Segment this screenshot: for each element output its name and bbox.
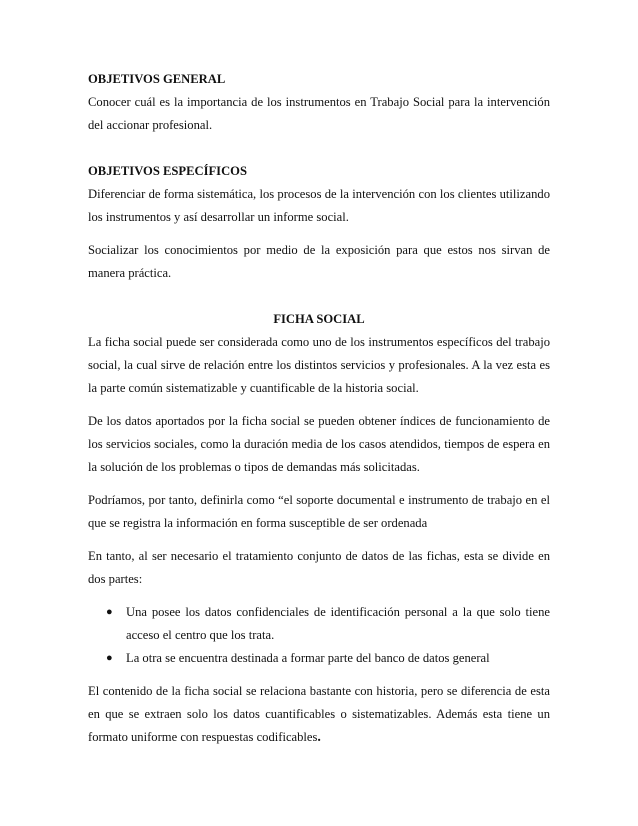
paragraph-objetivo-especifico-1: Diferenciar de forma sistemática, los procesos de la intervención con los clientes utilizando los instrumentos y así desarrollar un informe social. <box>88 187 550 224</box>
document-page <box>88 68 550 749</box>
list-item <box>88 601 550 647</box>
paragraph-ficha-5-text: El contenido de la ficha social se relaciona bastante con historia, pero se diferencia de esta en que se extraen solo los datos cuantificables o sistematizables. Además esta tiene un formato uniforme con respuestas codificables <box>88 684 550 744</box>
bullet-text: Una posee los datos confidenciales de identificación personal a la que solo tiene acceso el centro que los trata. <box>126 605 550 642</box>
paragraph-objetivo-especifico-2: Socializar los conocimientos por medio de la exposición para que estos nos sirvan de manera práctica. <box>88 243 550 280</box>
heading-objetivos-especificos: OBJETIVOS ESPECÍFICOS <box>88 164 247 178</box>
paragraph-ficha-1: La ficha social puede ser considerada como uno de los instrumentos específicos del trabajo social, la cual sirve de relación entre los distintos servicios y profesionales. A la vez esta es la parte común sistematizable y cuantificable de la historia social. <box>88 335 550 395</box>
bullet-icon: ● <box>106 606 113 618</box>
paragraph-ficha-5-end: . <box>317 730 321 745</box>
bullet-list <box>88 601 550 670</box>
paragraph-ficha-5 <box>88 680 550 749</box>
paragraph-ficha-3: Podríamos, por tanto, definirla como “el soporte documental e instrumento de trabajo en el que se registra la información en forma susceptible de ser ordenada <box>88 493 550 530</box>
list-item <box>88 647 550 670</box>
paragraph-ficha-2: De los datos aportados por la ficha social se pueden obtener índices de funcionamiento de los servicios sociales, como la duración media de los casos atendidos, tiempos de espera en la solución de los problemas o tipos de demandas más solicitadas. <box>88 414 550 474</box>
heading-ficha-social: FICHA SOCIAL <box>273 312 365 326</box>
bullet-text: La otra se encuentra destinada a formar parte del banco de datos general <box>126 651 490 665</box>
paragraph-objetivo-general: Conocer cuál es la importancia de los instrumentos en Trabajo Social para la intervención del accionar profesional. <box>88 95 550 132</box>
paragraph-ficha-4: En tanto, al ser necesario el tratamiento conjunto de datos de las fichas, esta se divide en dos partes: <box>88 549 550 586</box>
heading-objetivos-general: OBJETIVOS GENERAL <box>88 72 226 86</box>
bullet-icon: ● <box>106 652 113 664</box>
